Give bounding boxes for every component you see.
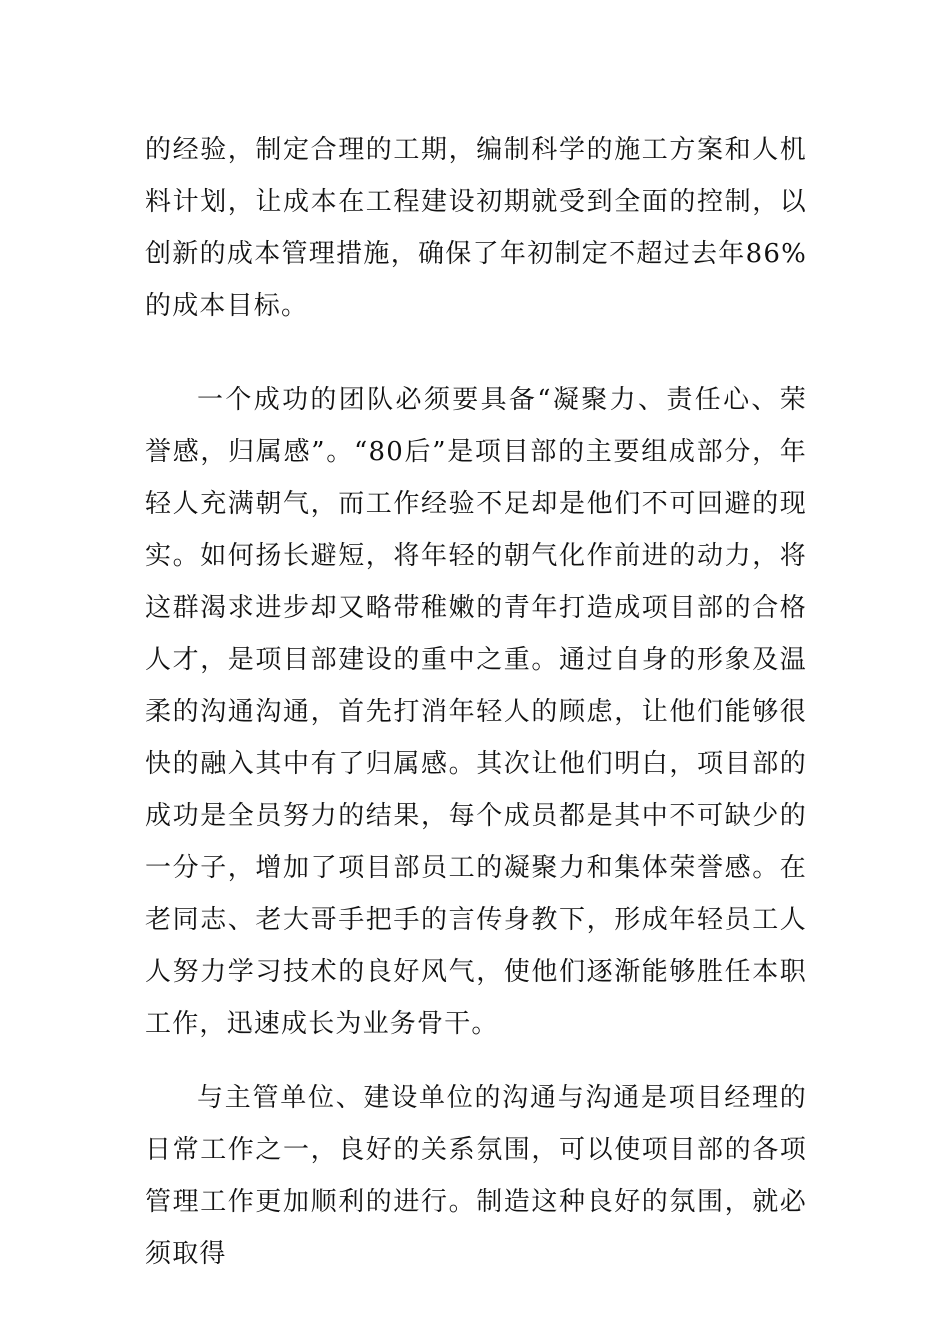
paragraph-3: 与主管单位、建设单位的沟通与沟通是项目经理的日常工作之一，良好的关系氛围，可以使项目部的各项管理工作更加顺利的进行。制造这种良好的氛围，就必须取得 xyxy=(145,1083,807,1269)
paragraph-1: 的经验，制定合理的工期，编制科学的施工方案和人机料计划，让成本在工程建设初期就受到全面的控制，以创新的成本管理措施，确保了年初制定不超过去年86%的成本目标。 xyxy=(145,135,807,321)
paragraph-2: 一个成功的团队必须要具备“凝聚力、责任心、荣誉感，归属感”。“80后”是项目部的主要组成部分，年轻人充满朝气，而工作经验不足却是他们不可回避的现实。如何扬长避短，将年轻的朝气化作前进的动力，将这群渴求进步却又略带稚嫩的青年打造成项目部的合格人才，是项目部建设的重中之重。通过自身的形象及温柔的沟通沟通，首先打消年轻人的顾虑，让他们能够很快的融入其中有了归属感。其次让他们明白，项目部的成功是全员努力的结果，每个成员都是其中不可缺少的一分子，增加了项目部员工的凝聚力和集体荣誉感。在老同志、老大哥手把手的言传身教下，形成年轻员工人人努力学习技术的良好风气，使他们逐渐能够胜任本职工作，迅速成长为业务骨干。 xyxy=(145,385,807,1039)
